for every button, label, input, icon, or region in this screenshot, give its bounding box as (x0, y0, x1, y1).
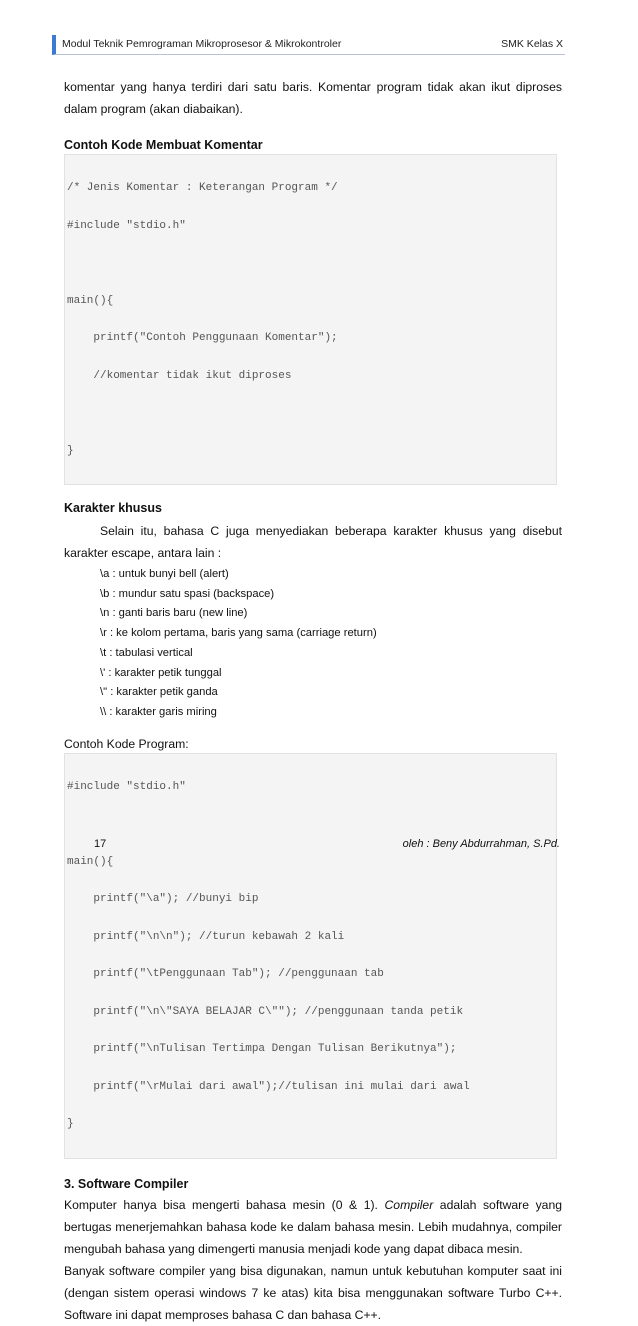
list-item: \' : karakter petik tunggal (100, 666, 222, 679)
code-line: printf("\n\n"); //turun kebawah 2 kali (67, 930, 345, 943)
code-line: //komentar tidak ikut diproses (67, 369, 292, 382)
list-item: \" : karakter petik ganda (100, 686, 218, 699)
code-line (67, 407, 554, 420)
page-number: 17 (94, 838, 107, 850)
code-line (67, 257, 554, 270)
code-line: printf("\n\"SAYA BELAJAR C\""); //penggunaan tanda petik (67, 1005, 464, 1018)
list-item: \a : untuk bunyi bell (alert) (100, 568, 229, 580)
list-item: \\ : karakter garis miring (100, 705, 217, 718)
escape-code-block (64, 753, 557, 1159)
code-line: #include "stdio.h" (67, 219, 186, 232)
code-line: main(){ (67, 855, 114, 868)
compiler-text-end: adalah software yang bertugas menerjemahkan bahasa kode ke dalam bahasa mesin. Lebih mudahnya, compiler mengubah bahasa yang dimengerti manusia menjadi kode yang dapat dibaca mesin. (64, 1197, 562, 1256)
program-code-label: Contoh Kode Program: (64, 736, 189, 751)
code-line: printf("\a"); //bunyi bip (67, 893, 259, 906)
code-line: printf("\rMulai dari awal");//tulisan ini mulai dari awal (67, 1080, 470, 1093)
list-item: \b : mundur satu spasi (backspace) (100, 587, 275, 600)
escape-list (64, 565, 562, 723)
code-line: #include "stdio.h" (67, 780, 186, 793)
header-module-title: Modul Teknik Pemrograman Mikroprosesor & Mikrokontroler (62, 38, 342, 50)
compiler-paragraph-2: Banyak software compiler yang bisa digunakan, namun untuk kebutuhan komputer saat ini (dengan sistem operasi windows 7 ke atas) kita bisa menggunakan software Turbo C++. Software ini dapat memproses bahasa C dan bahasa C++. (64, 1263, 562, 1322)
intro-paragraph: komentar yang hanya terdiri dari satu baris. Komentar program tidak akan ikut diproses dalam program (akan diabaikan). (64, 80, 562, 116)
compiler-term: Compiler (384, 1197, 434, 1212)
author-credit: oleh : Beny Abdurrahman, S.Pd. (402, 838, 560, 850)
code-line: printf("Contoh Penggunaan Komentar"); (67, 332, 338, 344)
code-line (67, 818, 554, 831)
code-line: printf("\tPenggunaan Tab"); //penggunaan tab (67, 968, 384, 981)
code-line: } (67, 444, 74, 457)
section-escape-title: Karakter khusus (64, 501, 162, 515)
section-compiler-title: 3. Software Compiler (64, 1176, 189, 1191)
compiler-text-start: Komputer hanya bisa mengerti bahasa mesin (0 & 1). (64, 1197, 385, 1212)
code-line: } (67, 1118, 74, 1131)
section-comment-title: Contoh Kode Membuat Komentar (64, 138, 263, 152)
list-item: \n : ganti baris baru (new line) (100, 607, 248, 620)
escape-intro-paragraph: Selain itu, bahasa C juga menyediakan beberapa karakter khusus yang disebut karakter escape, antara lain : (64, 524, 562, 560)
compiler-paragraph-1 (64, 1194, 562, 1260)
code-line: printf("\nTulisan Tertimpa Dengan Tulisan Berikutnya"); (67, 1043, 457, 1056)
list-item: \r : ke kolom pertama, baris yang sama (carriage return) (100, 627, 377, 640)
list-item: \t : tabulasi vertical (100, 646, 193, 659)
code-line: /* Jenis Komentar : Keterangan Program */ (67, 182, 338, 194)
page-content (64, 76, 562, 1326)
code-line: main(){ (67, 294, 114, 307)
header-class: SMK Kelas X (501, 38, 563, 50)
page-header (52, 35, 565, 55)
comment-code-block (64, 154, 557, 485)
